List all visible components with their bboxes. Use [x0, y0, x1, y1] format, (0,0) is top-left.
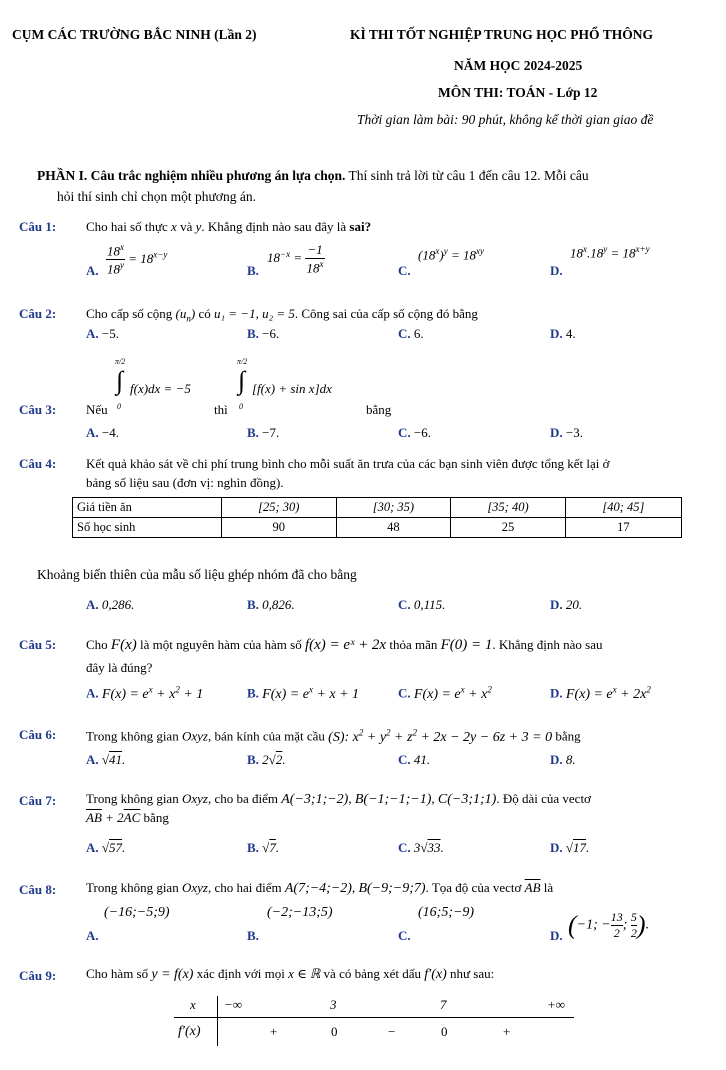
q6-text2: , bán kính của mặt cầu — [207, 728, 325, 744]
q8-A-val: (−16;−5;9) — [104, 905, 170, 920]
table-row — [73, 518, 682, 538]
q6-optC[interactable] — [398, 752, 430, 768]
q7-stem: Trong không gian Oxyz, cho ba điểm A(−3;1;−2), B(−1;−1;−1), C(−3;1;1). Độ dài của vectơ — [86, 791, 591, 807]
q2-text1: Cho cấp số cộng — [86, 306, 173, 321]
q1-text2: . Khẳng định nào sau đây là — [201, 219, 350, 234]
q5-text5: đây là đúng? — [86, 660, 153, 675]
q3-D-val: −3. — [565, 425, 583, 440]
q3-optB[interactable] — [247, 425, 279, 441]
q7-optB[interactable]: B. √7. — [247, 840, 280, 855]
q7-oxyz: Oxyz — [181, 791, 208, 806]
q3-upper2: π/2 — [237, 357, 248, 366]
q4-optA[interactable] — [86, 597, 134, 613]
q6-C-label: C. — [398, 752, 411, 767]
q2-cond: u₁ = −1, u₂ = 5 — [214, 306, 295, 321]
q6-B-label: B. — [247, 752, 259, 767]
q5-A-label: A. — [86, 685, 99, 701]
q2-text2: . Công sai của cấp số cộng đó bằng — [294, 306, 478, 321]
q3-A-val: −4. — [101, 425, 119, 440]
q3-int1: f(x)dx = −5 — [130, 381, 191, 396]
q3-C-label: C. — [398, 425, 411, 440]
q8-oxyz: Oxyz — [181, 880, 208, 895]
q9-text2: xác định với mọi — [196, 966, 285, 981]
q5-optC[interactable]: C. $F(x) = e^x + x^2$ — [398, 684, 492, 702]
q7-C-label: C. — [398, 840, 411, 855]
q7-C-pt: C(−3;1;1) — [437, 792, 497, 807]
q5-text2: là một nguyên hàm của hàm số — [139, 637, 302, 652]
q6-label: Câu 6: — [19, 727, 57, 742]
sign-s3: + — [503, 1024, 511, 1039]
school-year: NĂM HỌC 2024-2025 — [454, 58, 583, 73]
school-cluster: CỤM CÁC TRƯỜNG BẮC NINH (Lần 2) — [12, 27, 257, 42]
q4-D-val: 20. — [565, 597, 583, 612]
q8-D-expr: (−1; − $\frac{13}{2}$ ; $\frac{5}{2}$ ). — [568, 910, 650, 940]
part1-text: Thí sinh trả lời từ câu 1 đến câu 12. Mỗi câu — [345, 168, 589, 183]
q3-int-sign1: ∫ — [116, 366, 124, 395]
q4-question: Khoảng biến thiên của mẫu số liệu ghép nhóm đã cho bằng — [37, 567, 357, 582]
q5-stem — [86, 637, 603, 654]
q3-optD[interactable] — [550, 425, 583, 441]
q6-D-label: D. — [550, 752, 563, 767]
q4-C-val: 0,115. — [413, 597, 446, 612]
q4-count-2: 48 — [336, 518, 451, 538]
q9-yfx: y = f(x) — [151, 967, 194, 982]
q3-int-sign2: ∫ — [238, 366, 246, 395]
q6-D-val: 8. — [565, 752, 576, 767]
q8-D-label[interactable]: D. — [550, 928, 563, 943]
q3-int2: [f(x) + sin x]dx — [252, 381, 332, 396]
q4-bin-2: [30; 35) — [336, 498, 451, 518]
q6-optA[interactable]: A. √41. — [86, 752, 126, 767]
q5-fx: f(x) = eˣ + 2x — [304, 637, 387, 653]
q6-A-label: A. — [86, 752, 99, 767]
q9-xin: x ∈ ℝ — [288, 966, 321, 981]
q1-stem — [86, 219, 371, 235]
q4-row1-head: Giá tiền ăn — [73, 498, 222, 518]
q7-B-pt: B(−1;−1;−1) — [354, 792, 432, 807]
q7-A-pt: A(−3;1;−2) — [281, 792, 349, 807]
q5-optD[interactable]: D. $F(x) = e^x + 2x^2$ — [550, 684, 651, 702]
q4-text1: Kết quả khảo sát về chi phí trung bình cho mỗi suất ăn trưa của các bạn sinh viên được tổng kết lại ở — [86, 456, 610, 471]
q7-optA[interactable]: A. √57. — [86, 840, 126, 855]
q7-optC[interactable]: C. 3√33. — [398, 840, 444, 855]
q9-text1: Cho hàm số — [86, 966, 149, 981]
q2-optC[interactable] — [398, 326, 424, 342]
q8-A-pt: A(7;−4;−2) — [284, 881, 352, 896]
q9-text3: và có bảng xét dấu — [323, 966, 422, 981]
part1-title: PHẦN I. Câu trắc nghiệm nhiều phương án lựa chọn. — [37, 168, 346, 183]
q9-text4: như sau: — [450, 966, 495, 981]
q4-bin-4: [40; 45] — [565, 498, 681, 518]
q3-A-label: A. — [86, 425, 99, 440]
q6-optD[interactable] — [550, 752, 576, 768]
part1-text2: hỏi thí sinh chỉ chọn một phương án. — [57, 189, 256, 204]
q1-x: x — [171, 219, 177, 234]
sign-s1: + — [270, 1024, 278, 1039]
q4-count-3: 25 — [451, 518, 566, 538]
q1-y: y — [195, 219, 202, 234]
q8-C-label[interactable]: C. — [398, 928, 411, 943]
q1-A-expr: $\frac{18^x}{18^y}$ = $18^{x-y}$ — [107, 242, 168, 277]
q3-B-val: −7. — [262, 425, 280, 440]
q1-text1: Cho hai số thực — [86, 219, 168, 234]
q4-optC[interactable] — [398, 597, 445, 613]
q4-text2: bảng số liệu sau (đơn vị: nghìn đồng). — [86, 475, 284, 490]
q2-un: (u — [175, 306, 187, 321]
exam-title: KÌ THI TỐT NGHIỆP TRUNG HỌC PHỔ THÔNG — [350, 27, 653, 42]
sign-table-vline — [217, 996, 218, 1046]
q5-label: Câu 5: — [19, 637, 57, 652]
q2-C-label: C. — [398, 326, 411, 341]
q2-D-label: D. — [550, 326, 563, 341]
q5-Fx: F(x) — [110, 637, 137, 653]
q1-A-label[interactable]: A. — [86, 263, 99, 278]
q6-C-val: 41. — [413, 752, 431, 767]
q5-C-label: C. — [398, 685, 411, 701]
q5-text3: thỏa mãn — [389, 637, 438, 652]
q4-count-4: 17 — [565, 518, 681, 538]
sign-z2: 0 — [441, 1024, 448, 1039]
q7-label: Câu 7: — [19, 793, 57, 808]
q7-A-label: A. — [86, 840, 99, 855]
sign-s2: − — [388, 1024, 396, 1039]
q4-bin-3: [35; 40) — [451, 498, 566, 518]
q3-B-label: B. — [247, 425, 259, 440]
q3-lower1: 0 — [117, 402, 121, 411]
q1-va: và — [180, 219, 193, 234]
q4-optD[interactable] — [550, 597, 582, 613]
q3-lower2: 0 — [239, 402, 243, 411]
q3-D-label: D. — [550, 425, 563, 440]
q9-stem — [86, 966, 494, 983]
q6-stem: Trong không gian Oxyz, bán kính của mặt cầu (S): $x^2 + y^2 + z^2 + 2x - 2y - 6z + 3 = 0$ bằng — [86, 727, 581, 745]
time-line: Thời gian làm bài: 90 phút, không kể thời gian giao đề — [357, 112, 654, 127]
sign-z1: 0 — [331, 1024, 338, 1039]
sign-minf: −∞ — [224, 997, 243, 1012]
q8-text2: , cho hai điểm — [207, 880, 282, 895]
q1-label: Câu 1: — [19, 219, 57, 234]
q2-label: Câu 2: — [19, 306, 57, 321]
q5-text4: . Khẳng định nào sau — [492, 637, 603, 652]
q4-B-label: B. — [247, 597, 259, 612]
q8-B-label[interactable]: B. — [247, 928, 259, 943]
q2-B-val: −6. — [262, 326, 280, 341]
q3-C-val: −6. — [413, 425, 431, 440]
q1-B-label[interactable]: B. — [247, 263, 259, 278]
q5-D-label: D. — [550, 685, 563, 701]
q3-label: Câu 3: — [19, 402, 57, 417]
q7-optD[interactable]: D. √17. — [550, 840, 590, 855]
q3-thi: thì — [214, 402, 228, 417]
q1-C-expr: $(18^x)^y = 18^{xy}$ — [418, 246, 484, 263]
q6-oxyz: Oxyz — [181, 728, 208, 744]
q2-optB[interactable] — [247, 326, 279, 342]
q5-optB[interactable]: B. $F(x) = e^x + x + 1$ — [247, 684, 360, 702]
q7-vector: $\overline{AB} + 2\overline{AC}$ bằng — [86, 810, 169, 825]
q8-text1: Trong không gian — [86, 880, 179, 895]
q2-n: n — [186, 313, 191, 324]
sign-pinf: +∞ — [547, 997, 566, 1012]
q7-text4: bằng — [143, 810, 169, 825]
q2-B-label: B. — [247, 326, 259, 341]
q4-bin-1: [25; 30) — [222, 498, 337, 518]
q7-text2: , cho ba điểm — [207, 791, 278, 806]
q1-sai: sai? — [349, 219, 372, 234]
q2-A-val: −5. — [101, 326, 119, 341]
q8-B-pt: B(−9;−9;7) — [358, 881, 426, 896]
q9-fpx: f′(x) — [424, 967, 447, 982]
sign-table-hline — [174, 1017, 574, 1018]
q4-label: Câu 4: — [19, 456, 57, 471]
q1-B-expr: $18^{-x}$ = $\frac{-1}{18^x}$ — [267, 242, 324, 276]
q7-D-label: D. — [550, 840, 563, 855]
sign-x1: 3 — [330, 997, 337, 1012]
q5-optA[interactable]: A. $F(x) = e^x + x^2 + 1$ — [86, 684, 204, 702]
q2-optD[interactable] — [550, 326, 576, 342]
q8-C-val: (16;5;−9) — [418, 905, 475, 920]
subject-line: MÔN THI: TOÁN - Lớp 12 — [438, 85, 598, 100]
q4-D-label: D. — [550, 597, 563, 612]
q4-A-label: A. — [86, 597, 99, 612]
q2-A-label: A. — [86, 326, 99, 341]
q5-text1: Cho — [86, 637, 108, 652]
sign-fp: f′(x) — [178, 1024, 201, 1039]
part1-heading — [37, 168, 589, 184]
q7-text3: . Độ dài của vectơ — [496, 791, 591, 806]
q7-B-label: B. — [247, 840, 259, 855]
q5-B-label: B. — [247, 685, 259, 701]
q2-co: có — [198, 306, 211, 321]
q8-stem: Trong không gian Oxyz, cho hai điểm A(7;−4;−2), B(−9;−9;7). Tọa độ của vectơ $\overline{AB}$ là — [86, 880, 554, 896]
q7-text1: Trong không gian — [86, 791, 179, 806]
q6-text1: Trong không gian — [86, 728, 179, 744]
q3-upper1: π/2 — [115, 357, 126, 366]
q4-table — [72, 497, 682, 538]
table-row — [73, 498, 682, 518]
q9-label: Câu 9: — [19, 968, 57, 983]
q2-C-val: 6. — [413, 326, 424, 341]
q3-neu: Nếu — [86, 402, 108, 417]
q2-D-val: 4. — [565, 326, 576, 341]
q6-optB[interactable]: B. 2√2. — [247, 752, 286, 767]
q4-A-val: 0,286. — [101, 597, 135, 612]
q6-bang: bằng — [555, 728, 581, 744]
q1-D-label[interactable]: D. — [550, 263, 563, 278]
q1-C-label[interactable]: C. — [398, 263, 411, 278]
q2-stem: Cho cấp số cộng $(u_n)$ có u₁ = −1, u₂ = 5. Công sai của cấp số cộng đó bằng — [86, 306, 478, 324]
q2-optA[interactable] — [86, 326, 119, 342]
q3-bang: bằng — [366, 402, 392, 417]
q3-optC[interactable] — [398, 425, 431, 441]
sign-x: x — [190, 997, 196, 1012]
q8-label: Câu 8: — [19, 882, 57, 897]
q4-row2-head: Số học sinh — [73, 518, 222, 538]
q8-B-val: (−2;−13;5) — [267, 905, 333, 920]
sign-x2: 7 — [440, 997, 447, 1012]
q8-A-label[interactable]: A. — [86, 928, 99, 943]
q4-count-1: 90 — [222, 518, 337, 538]
q4-C-label: C. — [398, 597, 411, 612]
q1-D-expr: $18^x.18^y = 18^{x+y}$ — [570, 244, 650, 261]
q8-la: là — [543, 880, 554, 895]
q3-optA[interactable] — [86, 425, 119, 441]
q4-optB[interactable] — [247, 597, 295, 613]
q5-F0: F(0) = 1 — [440, 637, 493, 653]
q4-B-val: 0,826. — [262, 597, 295, 612]
q8-text3: . Tọa độ của vectơ — [425, 880, 522, 895]
